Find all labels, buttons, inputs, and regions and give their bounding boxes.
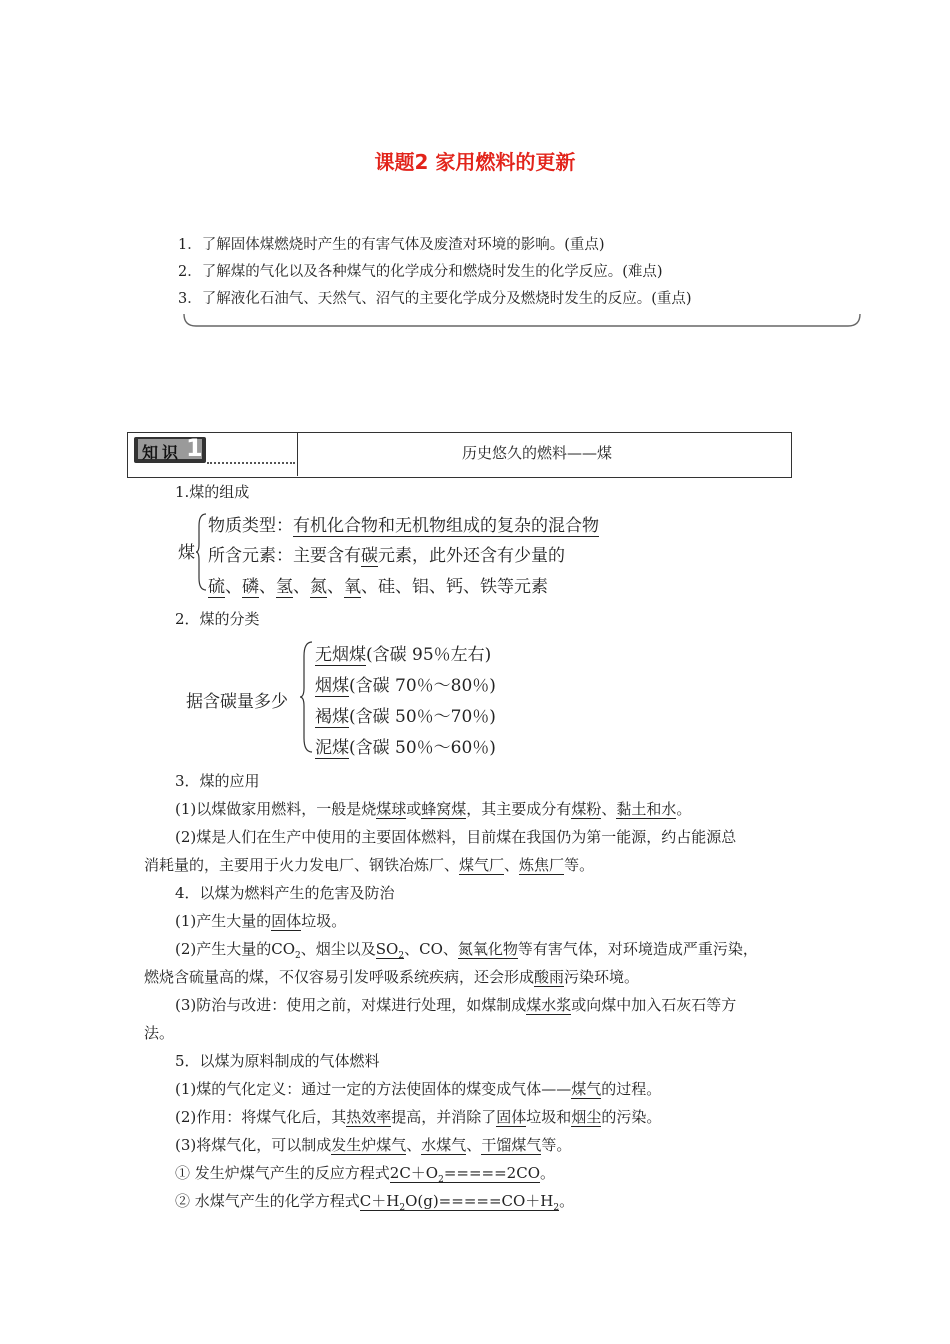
- s1-row1: [208, 511, 599, 536]
- text: 消耗量的，主要用于火力发电厂、钢铁冶炼厂、: [144, 856, 460, 874]
- equation-answer: [360, 1192, 559, 1211]
- s1-brace-label: 煤: [178, 543, 195, 563]
- section-heading: 历史悠久的燃料——煤: [462, 444, 613, 462]
- s2-brace: [300, 640, 314, 755]
- s1-row3: [208, 572, 548, 597]
- answer: 氮氧化物: [457, 940, 518, 958]
- s1-row2-tail: 元素，此外还含有少量的: [378, 546, 565, 566]
- s2-label: 据含碳量多少: [186, 692, 288, 712]
- s4-p3-line1: [175, 994, 736, 1015]
- text: 污染环境。: [564, 968, 640, 986]
- answer: 干馏煤气: [481, 1136, 542, 1154]
- answer: 黏土和水: [616, 800, 677, 818]
- s4-p2-line1: [175, 938, 758, 961]
- s1-row2-label: 所含元素：主要含有: [208, 546, 361, 566]
- header-divider: [297, 432, 298, 476]
- s5-p2: [175, 1106, 661, 1127]
- text: 或: [406, 800, 422, 818]
- text: =====2CO: [443, 1164, 541, 1182]
- answer: [376, 940, 404, 959]
- text: 垃圾和: [526, 1108, 572, 1126]
- s5-p1: [175, 1078, 661, 1099]
- s4-p1: [175, 910, 346, 931]
- answer: 水煤气: [421, 1136, 467, 1154]
- s3-p2-line2: [144, 854, 594, 875]
- objective-1: 1．了解固体煤燃烧时产生的有害气体及废渣对环境的影响。(重点): [178, 237, 605, 253]
- answer: 发生炉煤气: [331, 1136, 407, 1154]
- text: 或向煤中加入石灰石等方: [571, 996, 737, 1014]
- s3-p1: [175, 798, 691, 819]
- answer: 煤气: [571, 1080, 602, 1098]
- answer: 煤球: [376, 800, 407, 818]
- text: 。: [540, 1164, 556, 1182]
- s2-item-3: [315, 702, 496, 727]
- s4-title: 4．以煤为燃料产生的危害及防治: [175, 884, 395, 902]
- s2-item-2-desc: (含碳 70％～80％): [349, 676, 496, 696]
- objectives-bracket: [182, 312, 864, 330]
- text: SO: [375, 940, 399, 958]
- s1-element-o: 氧: [344, 577, 361, 597]
- subscript: 2: [399, 1203, 406, 1213]
- s2-item-1-desc: (含碳 95％左右): [366, 645, 492, 665]
- s1-brace: [196, 512, 208, 592]
- text: ① 发生炉煤气产生的反应方程式: [175, 1164, 390, 1182]
- text: 、: [406, 1136, 422, 1154]
- sep: 、: [327, 577, 344, 597]
- text: 、烟尘以及: [300, 940, 376, 958]
- sep: 、: [225, 577, 242, 597]
- text: 2C＋O: [389, 1164, 439, 1182]
- s2-item-4: [315, 733, 496, 758]
- answer: 固体: [496, 1108, 527, 1126]
- s4-p2-line2: [144, 966, 639, 987]
- subscript: 2: [553, 1203, 560, 1213]
- subscript: 2: [438, 1175, 444, 1185]
- s1-element-s: 硫: [208, 577, 225, 597]
- text: 燃烧含硫量高的煤，不仅容易引发呼吸系统疾病，还会形成: [144, 968, 535, 986]
- section-header-box: [127, 432, 792, 478]
- text: 、: [466, 1136, 482, 1154]
- text: 。: [676, 800, 692, 818]
- page-title: 课题2 家用燃料的更新: [374, 150, 576, 174]
- text: 的污染。: [601, 1108, 662, 1126]
- objective-3: 3．了解液化石油气、天然气、沼气的主要化学成分及燃烧时发生的反应。(重点): [178, 291, 692, 307]
- text: 、CO、: [404, 940, 458, 958]
- badge-number: 1: [186, 434, 203, 462]
- s4-p3-line2: 法。: [144, 1024, 175, 1042]
- s1-element-h: 氢: [276, 577, 293, 597]
- s1-row2-answer: 碳: [361, 546, 378, 566]
- s2-title: 2．煤的分类: [175, 610, 260, 628]
- text: (3)防治与改进：使用之前，对煤进行处理，如煤制成: [175, 996, 527, 1014]
- s2-item-3-desc: (含碳 50％～70％): [349, 707, 496, 727]
- badge-text-b: 识: [162, 443, 179, 462]
- s2-item-4-desc: (含碳 50％～60％): [349, 738, 496, 758]
- text: 、: [601, 800, 617, 818]
- badge-text-a: 知: [142, 443, 159, 462]
- text: (1)煤的气化定义：通过一定的方法使固体的煤变成气体——: [175, 1080, 572, 1098]
- subscript: 2: [398, 951, 405, 961]
- text: 等。: [564, 856, 595, 874]
- sep: 、: [293, 577, 310, 597]
- text: 的过程。: [601, 1080, 662, 1098]
- text: 提高，并消除了: [391, 1108, 497, 1126]
- answer: 煤水浆: [526, 996, 572, 1014]
- s5-eq2: [175, 1190, 574, 1213]
- equation-answer: [390, 1164, 540, 1183]
- s3-p2-line1: (2)煤是人们在生产中使用的主要固体燃料，目前煤在我国仍为第一能源，约占能源总: [175, 828, 737, 846]
- text: O(g)=====CO＋H: [405, 1192, 554, 1210]
- text: C＋H: [359, 1192, 400, 1210]
- answer: 热效率: [346, 1108, 392, 1126]
- s2-item-3-name: 褐煤: [315, 707, 349, 727]
- subscript: 2: [295, 951, 301, 961]
- s1-row2: [208, 541, 565, 566]
- text: (3)将煤气化，可以制成: [175, 1136, 332, 1154]
- text: 、: [504, 856, 520, 874]
- text: 等。: [541, 1136, 572, 1154]
- s5-title: 5．以煤为原料制成的气体燃料: [175, 1052, 380, 1070]
- s1-element-p: 磷: [242, 577, 259, 597]
- answer: 煤气厂: [459, 856, 505, 874]
- s1-title: 1.煤的组成: [175, 483, 250, 501]
- text: (1)以煤做家用燃料，一般是烧: [175, 800, 377, 818]
- section-badge: [134, 434, 206, 463]
- s1-row1-answer: 有机化合物和无机物组成的复杂的混合物: [293, 516, 599, 536]
- s2-item-2-name: 烟煤: [315, 676, 349, 696]
- badge-dotted-line: [207, 462, 295, 464]
- s5-eq1: [175, 1162, 555, 1185]
- sep: 、: [259, 577, 276, 597]
- text: (2)产生大量的CO: [175, 940, 296, 958]
- objective-2: 2．了解煤的气化以及各种煤气的化学成分和燃烧时发生的化学反应。(难点): [178, 264, 663, 280]
- s1-row1-label: 物质类型：: [208, 516, 293, 536]
- text: 等有害气体，对环境造成严重污染，: [517, 940, 758, 958]
- answer: 固体: [271, 912, 302, 930]
- text: 垃圾。: [301, 912, 347, 930]
- text: (1)产生大量的: [175, 912, 272, 930]
- s3-title: 3．煤的应用: [175, 772, 260, 790]
- answer: 酸雨: [534, 968, 565, 986]
- s5-p3: [175, 1134, 571, 1155]
- text: ，其主要成分有: [466, 800, 572, 818]
- text: (2)作用：将煤气化后，其: [175, 1108, 347, 1126]
- answer: 煤粉: [571, 800, 602, 818]
- s1-row3-tail: 、硅、铝、钙、铁等元素: [361, 577, 548, 597]
- answer: 蜂窝煤: [421, 800, 467, 818]
- s2-item-2: [315, 671, 496, 696]
- s2-item-1-name: 无烟煤: [315, 645, 366, 665]
- answer: 炼焦厂: [519, 856, 565, 874]
- s1-element-n: 氮: [310, 577, 327, 597]
- s2-item-4-name: 泥煤: [315, 738, 349, 758]
- s2-item-1: [315, 640, 491, 665]
- text: ② 水煤气产生的化学方程式: [175, 1192, 360, 1210]
- text: 。: [559, 1192, 575, 1210]
- answer: 烟尘: [571, 1108, 602, 1126]
